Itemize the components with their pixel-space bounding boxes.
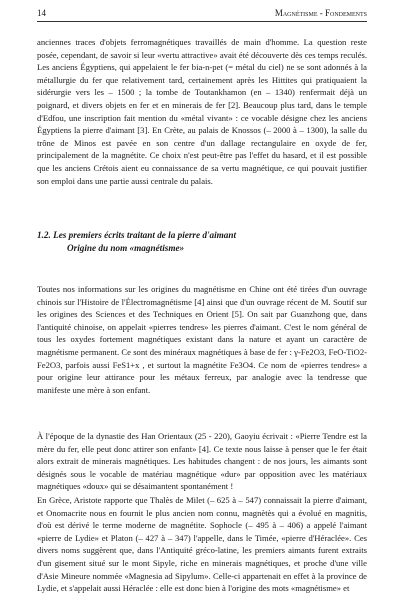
paragraph-china: Toutes nos informations sur les origines du magnétisme en Chine ont été tirées d'un ouvrage chinois sur l'Histoire de l'Électromagnétisme [4] ainsi que d'un ouvrage récent de M. Soutif sur les origines des Sciences et des Techniques en Orient [5]. On sait par Guanzhong que, dans l'antiquité chinoise, on appelait «pierres tendres» les pierres d'aimant. C'est le nom général de tous les oxydes fortement magnétiques existant dans la nature et ayant un caractère de magnétisme permanent. Ce sont des minéraux magnétiques à base de fer : γ-Fe2O3, FeO-TiO2-Fe2O3, parfois aussi FeS1+x , et surtout la magnétite Fe3O4. Ce nom de «pierres tendres» a pour origine leur attirance pour les métaux ferreux, par analogie avec la tendresse que manifeste une mère à son enfant.: [37, 284, 367, 395]
section-heading: [37, 229, 367, 255]
section-heading-line1: 1.2. Les premiers écrits traitant de la pierre d'aimant: [37, 230, 237, 240]
paragraph-greece: En Grèce, Aristote rapporte que Thalès de Milet (– 625 à – 547) connaissait la pierre d'aimant, et Onomacrite nous en fournit le plus ancien nom connu, magnètès qui a évolué en magnitis, d'où est dérivé le terme moderne de magnétite. Sophocle (– 495 à – 406) a appelé l'aimant «pierre de Lydie» et Platon (– 427 à – 347) l'appelle, dans le Timée, «pierre d'Héraclée». Ces divers noms suggèrent que, dans l'Antiquité gréco-latine, les premiers aimants furent extraits d'un gisement situé sur le mont Sipyle, riche en minerais magnétiques, et proche d'une ville d'Asie Mineure nommée «Magnesia ad Sipylum». Celle-ci appartenait en effet à la province de Lydie, et s'appelait aussi Héraclée : elle est donc bien à l'origine des mots «magnétisme» et: [37, 495, 367, 594]
section-heading-line2: Origine du nom «magnétisme»: [67, 242, 185, 253]
page-header: [37, 7, 367, 22]
paragraph-han-dynasty: À l'époque de la dynastie des Han Orientaux (25 - 220), Gaoyiu écrivait : «Pierre Tendre est la mère du fer, elle peut donc attirer son enfant» [4]. Ce texte nous laisse à penser que le fer était alors extrait de minerais magnétiques. Les habitudes changent : de nos jours, les aimants sont désignés sous le vocable de matériau magnétique «dur» par opposition avec les matériaux magnétiques «doux» qui se désaimantent spontanément !: [37, 431, 367, 492]
running-title: Magnétisme - Fondements: [274, 8, 367, 18]
page-number: 14: [37, 8, 46, 18]
paragraph-egypt-crete: anciennes traces d'objets ferromagnétiques travaillés de main d'homme. La question reste posée, cependant, de savoir si leur «vertu attractive» avait été découverte dès ces temps reculés. Les anciens Égyptiens, qui appelaient le fer bia-n-pet (= métal du ciel) ne se sont adonnés à la métallurgie du fer que relativement tard, certainement après les Hittites qui pratiquaient la sidérurgie vers les – 1500 ; la tombe de Toutankhamon (en – 1340) renfermait déjà un poignard, et divers objets en fer et en minerais de fer [2]. Beaucoup plus tard, dans le temple d'Edfou, une inscription fait mention du «métal vivant» : ce vocable désigne chez les anciens Égyptiens la pierre d'aimant [3]. En Crète, au palais de Knossos (– 2000 à – 1300), la salle du trône de Minos est pavée en son centre d'un dallage rectangulaire en oxyde de fer, principalement de la magnétite. Ce choix n'est peut-être pas l'effet du hasard, et il est possible que les anciens Crétois aient eu connaissance de sa vertu magnétique, ce qui pouvait justifier son emploi dans une partie aussi centrale du palais.: [37, 37, 367, 186]
